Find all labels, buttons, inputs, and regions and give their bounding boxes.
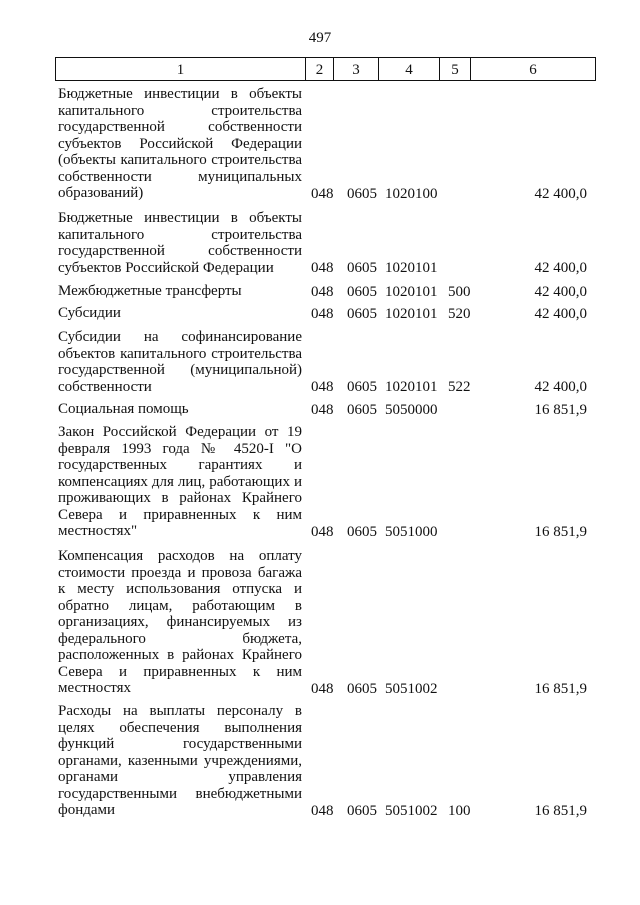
row-name: Закон Российской Федерации от 19 февраля 1993 года № 4520-I "О государственных гарантиях и компенсациях для лиц, работающих и проживающих в районах Крайнего Севера и приравненных к ним местностях": [58, 424, 302, 539]
row-name: Бюджетные инвестиции в объекты капитального строительства государственной собственности субъектов Российской Федерации (объекты капитального строительства собственности муниципальных образований): [58, 86, 302, 201]
row-c4: 1020101: [385, 259, 438, 276]
row-c3: 0605: [347, 680, 377, 697]
row-c6: 42 400,0: [534, 283, 587, 300]
row-c2: 048: [311, 283, 334, 300]
row-c4: 1020101: [385, 305, 438, 322]
row-c4: 1020100: [385, 185, 438, 202]
row-c2: 048: [311, 680, 334, 697]
row-name: Расходы на выплаты персоналу в целях обеспечения выполнения функций государственными органами, казенными учреждениями, органами управления государственными внебюджетными фондами: [58, 703, 302, 818]
row-c4: 5050000: [385, 401, 438, 418]
row-name: Субсидии на софинансирование объектов капитального строительства государственной (муниципальной) собственности: [58, 329, 302, 395]
row-c3: 0605: [347, 378, 377, 395]
table-row: [0, 210, 640, 276]
row-c3: 0605: [347, 401, 377, 418]
header-col-3: 3: [333, 57, 379, 81]
table-row: [0, 424, 640, 540]
row-c3: 0605: [347, 283, 377, 300]
table-row: [0, 329, 640, 395]
row-c4: 5051002: [385, 680, 438, 697]
row-c6: 16 851,9: [534, 802, 587, 819]
table-row: [0, 548, 640, 697]
row-name: Субсидии: [58, 305, 121, 321]
row-c6: 42 400,0: [534, 259, 587, 276]
table-row: [0, 86, 640, 202]
row-c2: 048: [311, 802, 334, 819]
header-col-6: 6: [470, 57, 596, 81]
header-col-1: 1: [55, 57, 306, 81]
page-number: 497: [308, 30, 332, 46]
row-c6: 42 400,0: [534, 185, 587, 202]
row-c4: 5051000: [385, 523, 438, 540]
row-c5: 500: [448, 283, 471, 300]
row-c2: 048: [311, 185, 334, 202]
table-row: [0, 401, 640, 418]
table-row: [0, 305, 640, 322]
row-c3: 0605: [347, 305, 377, 322]
row-name: Социальная помощь: [58, 401, 189, 417]
row-c4: 1020101: [385, 283, 438, 300]
row-c3: 0605: [347, 523, 377, 540]
row-c2: 048: [311, 259, 334, 276]
row-name: Бюджетные инвестиции в объекты капитального строительства государственной собственности субъектов Российской Федерации: [58, 210, 302, 276]
header-col-4: 4: [378, 57, 440, 81]
table-row: [0, 703, 640, 819]
row-c5: 100: [448, 802, 471, 819]
row-c2: 048: [311, 401, 334, 418]
table-row: [0, 283, 640, 300]
row-name: Компенсация расходов на оплату стоимости проезда и провоза багажа к месту использования отпуска и обратно лицам, работающим в организациях, финансируемых из федерального бюджета, расположенных в районах Крайнего Севера и приравненных к ним местностях: [58, 548, 302, 696]
row-c6: 16 851,9: [534, 680, 587, 697]
row-c2: 048: [311, 523, 334, 540]
row-c5: 522: [448, 378, 471, 395]
row-c3: 0605: [347, 259, 377, 276]
row-name: Межбюджетные трансферты: [58, 283, 242, 299]
row-c6: 42 400,0: [534, 305, 587, 322]
row-c3: 0605: [347, 802, 377, 819]
row-c6: 16 851,9: [534, 401, 587, 418]
row-c4: 1020101: [385, 378, 438, 395]
row-c4: 5051002: [385, 802, 438, 819]
row-c3: 0605: [347, 185, 377, 202]
row-c6: 42 400,0: [534, 378, 587, 395]
row-c5: 520: [448, 305, 471, 322]
row-c2: 048: [311, 378, 334, 395]
row-c2: 048: [311, 305, 334, 322]
header-col-5: 5: [439, 57, 471, 81]
header-col-2: 2: [305, 57, 334, 81]
row-c6: 16 851,9: [534, 523, 587, 540]
